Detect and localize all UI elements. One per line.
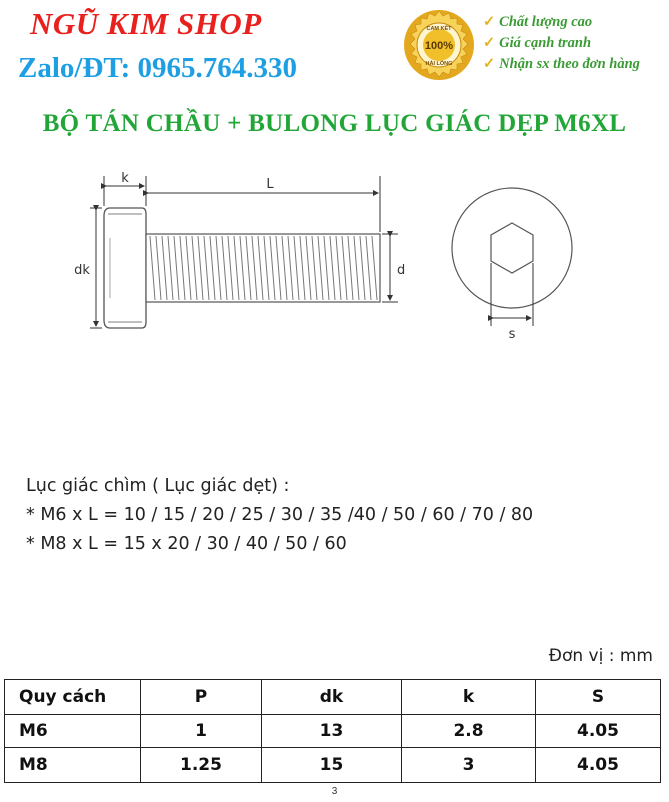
table-cell: 3 [402,748,536,783]
check-icon: ✓ [483,56,496,72]
table-header-cell: Quy cách [5,680,141,715]
bolt-technical-drawing [60,168,620,348]
table-header-cell: S [536,680,661,715]
table-cell: 15 [262,748,402,783]
table-header-row [5,680,661,715]
badge-bottom-text: HÀI LÒNG [425,61,453,67]
table-cell: M8 [5,748,141,783]
label-L: L [266,177,274,192]
label-d: d [397,263,406,278]
table-cell: 1.25 [141,748,262,783]
table-cell: 4.05 [536,748,661,783]
contact-phone: Zalo/ĐT: 0965.764.330 [18,52,297,84]
feature-list [483,12,640,75]
label-dk: dk [74,263,90,278]
table-row [5,748,661,783]
table-row [5,715,661,748]
badge-top-text: CAM KẾT [426,26,452,32]
spec-list [26,472,533,559]
label-k: k [121,171,129,186]
page-title: BỘ TÁN CHẦU + BULONG LỤC GIÁC DẸP M6XL [42,110,627,137]
table-cell: 1 [141,715,262,748]
dimension-L [148,176,380,232]
dimension-d [382,234,398,302]
table-cell: 4.05 [536,715,661,748]
dimension-dk [90,208,102,328]
label-s: s [508,327,516,342]
check-icon: ✓ [483,35,496,51]
bolt-head-side [104,208,146,328]
feature-item: ✓ Chất lượng cao [483,14,593,30]
spec-line: * M6 x L = 10 / 15 / 20 / 25 / 30 / 35 /40 / 50 / 60 / 70 / 80 [26,505,534,525]
unit-label: Đơn vị : mm [548,646,653,666]
table-header-cell: dk [262,680,402,715]
badge-center-text: 100% [424,40,454,52]
bolt-head-end-view [452,188,572,308]
shop-name: NGŨ KIM SHOP [30,6,262,41]
spec-line: Lục giác chìm ( Lục giác dẹt) : [26,476,290,496]
table-header-cell: k [402,680,536,715]
table-cell: 13 [262,715,402,748]
guarantee-badge-icon [402,8,476,82]
check-icon: ✓ [483,14,496,30]
feature-item: ✓ Nhận sx theo đơn hàng [483,56,640,72]
page-number: 3 [331,786,338,797]
table-header-cell: P [141,680,262,715]
spec-line: * M8 x L = 15 x 20 / 30 / 40 / 50 / 60 [26,534,347,554]
table-cell: 2.8 [402,715,536,748]
feature-item: ✓ Giá cạnh tranh [483,35,592,51]
spec-table [4,679,661,783]
table-cell: M6 [5,715,141,748]
